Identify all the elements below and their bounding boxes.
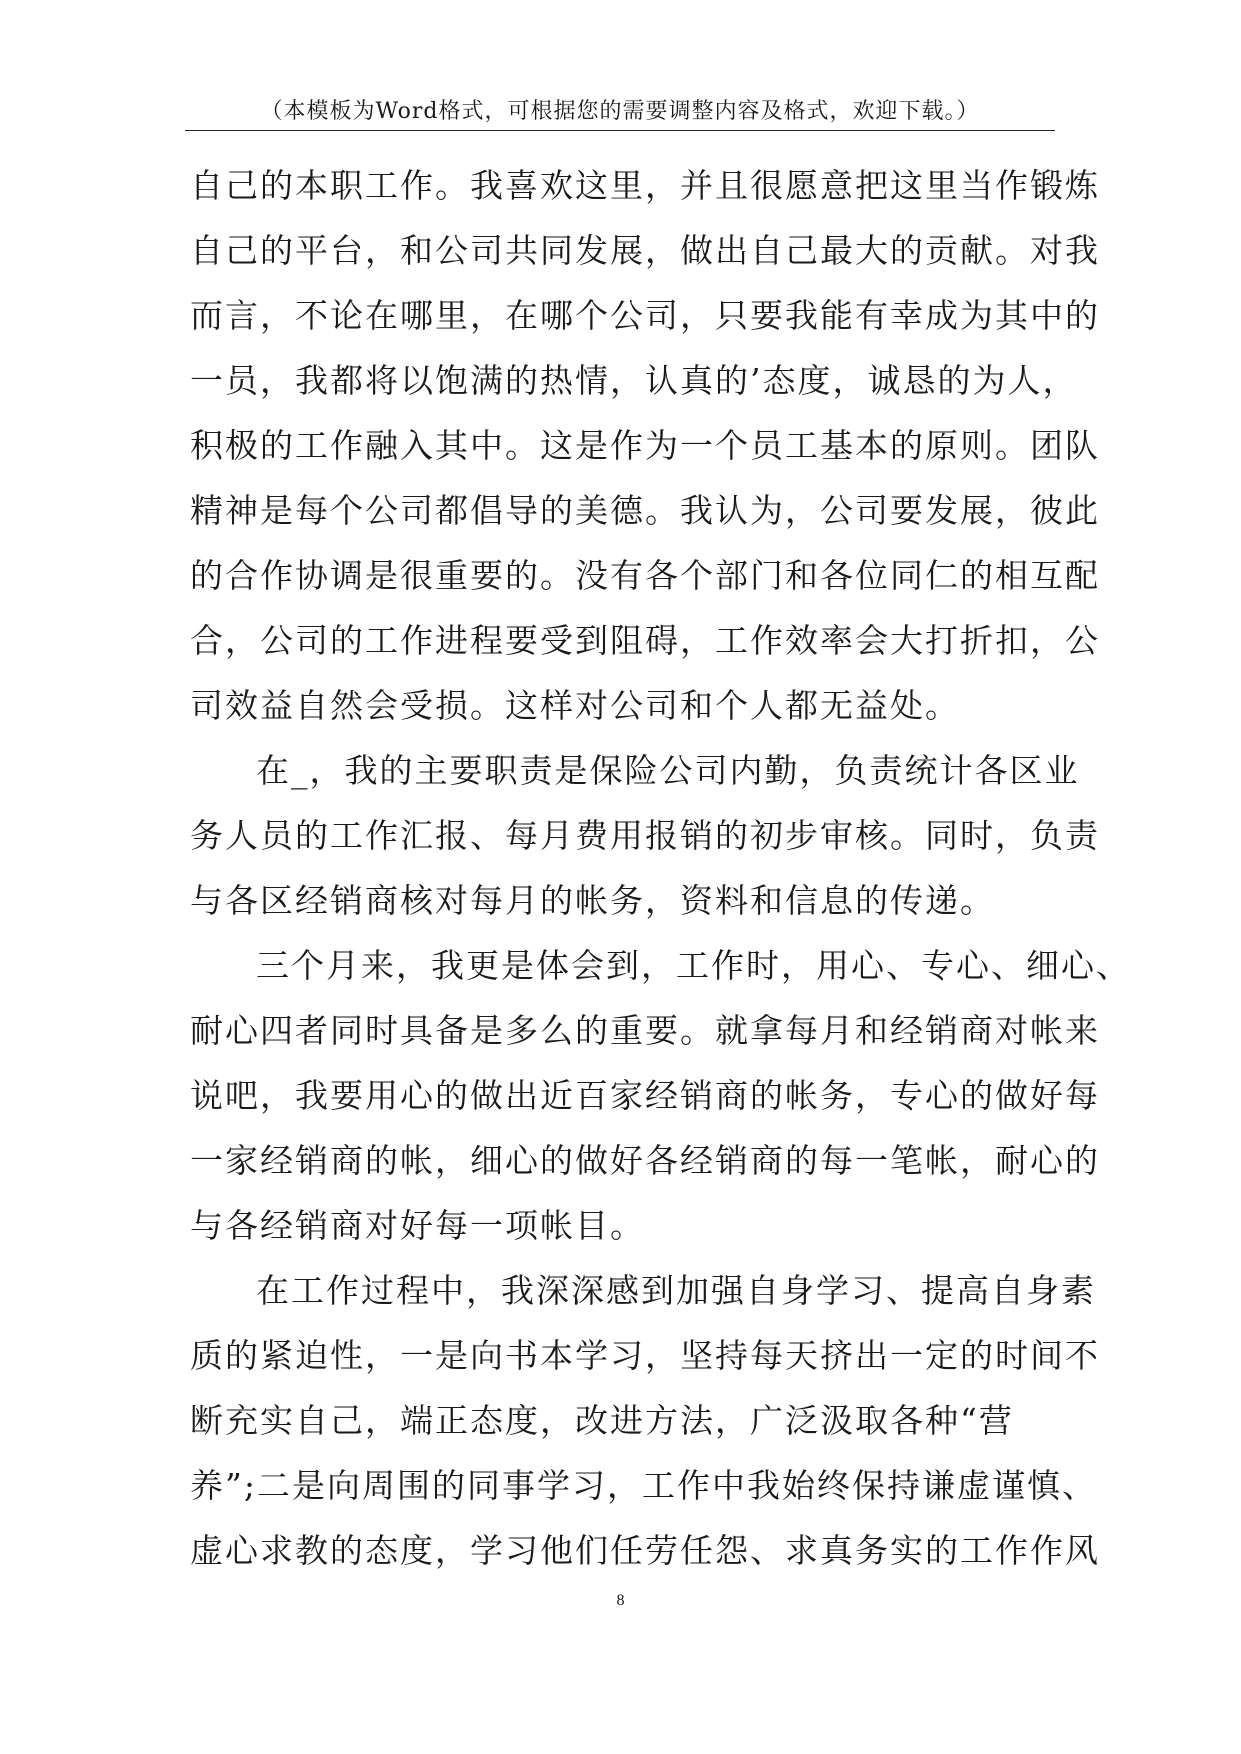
document-body — [190, 153, 1131, 1583]
template-header-note: （本模板为Word格式，可根据您的需要调整内容及格式，欢迎下载。） — [260, 99, 980, 124]
body-line: 合，公司的工作进程要受到阻碍，工作效率会大打折扣，公 — [190, 621, 1100, 660]
paragraph-first-line: 在_，我的主要职责是保险公司内勤，负责统计各区业 — [256, 751, 1080, 790]
body-line: 养”;二是向周围的同事学习，工作中我始终保持谦虚谨慎、 — [190, 1466, 1097, 1505]
body-line: 而言，不论在哪里，在哪个公司，只要我能有幸成为其中的 — [190, 296, 1100, 335]
body-line: 质的紧迫性，一是向书本学习，坚持每天挤出一定的时间不 — [190, 1336, 1100, 1375]
body-line: 断充实自己，端正态度，改进方法，广泛汲取各种“营 — [190, 1401, 1014, 1440]
body-line: 一家经销商的帐，细心的做好各经销商的每一笔帐，耐心的 — [190, 1141, 1100, 1180]
body-line: 一员，我都将以饱满的热情，认真的’态度，诚恳的为人， — [190, 361, 1078, 400]
page-number: 8 — [616, 1592, 625, 1609]
paragraph-first-line: 三个月来，我更是体会到，工作时，用心、专心、细心、 — [256, 946, 1131, 985]
body-line: 的合作协调是很重要的。没有各个部门和各位同仁的相互配 — [190, 556, 1100, 595]
header-divider — [185, 130, 1055, 131]
body-line: 司效益自然会受损。这样对公司和个人都无益处。 — [190, 686, 960, 725]
body-line: 自己的本职工作。我喜欢这里，并且很愿意把这里当作锻炼 — [190, 166, 1100, 205]
body-line: 与各经销商对好每一项帐目。 — [190, 1206, 645, 1245]
body-line: 与各区经销商核对每月的帐务，资料和信息的传递。 — [190, 881, 995, 920]
body-line: 积极的工作融入其中。这是作为一个员工基本的原则。团队 — [190, 426, 1100, 465]
body-line: 虚心求教的态度，学习他们任劳任怨、求真务实的工作作风 — [190, 1531, 1100, 1570]
body-line: 耐心四者同时具备是多么的重要。就拿每月和经销商对帐来 — [190, 1011, 1100, 1050]
body-line: 说吧，我要用心的做出近百家经销商的帐务，专心的做好每 — [190, 1076, 1100, 1115]
body-line: 自己的平台，和公司共同发展，做出自己最大的贡献。对我 — [190, 231, 1100, 270]
body-line: 精神是每个公司都倡导的美德。我认为，公司要发展，彼此 — [190, 491, 1100, 530]
body-line: 务人员的工作汇报、每月费用报销的初步审核。同时，负责 — [190, 816, 1100, 855]
paragraph-first-line: 在工作过程中，我深深感到加强自身学习、提高自身素 — [256, 1271, 1096, 1310]
